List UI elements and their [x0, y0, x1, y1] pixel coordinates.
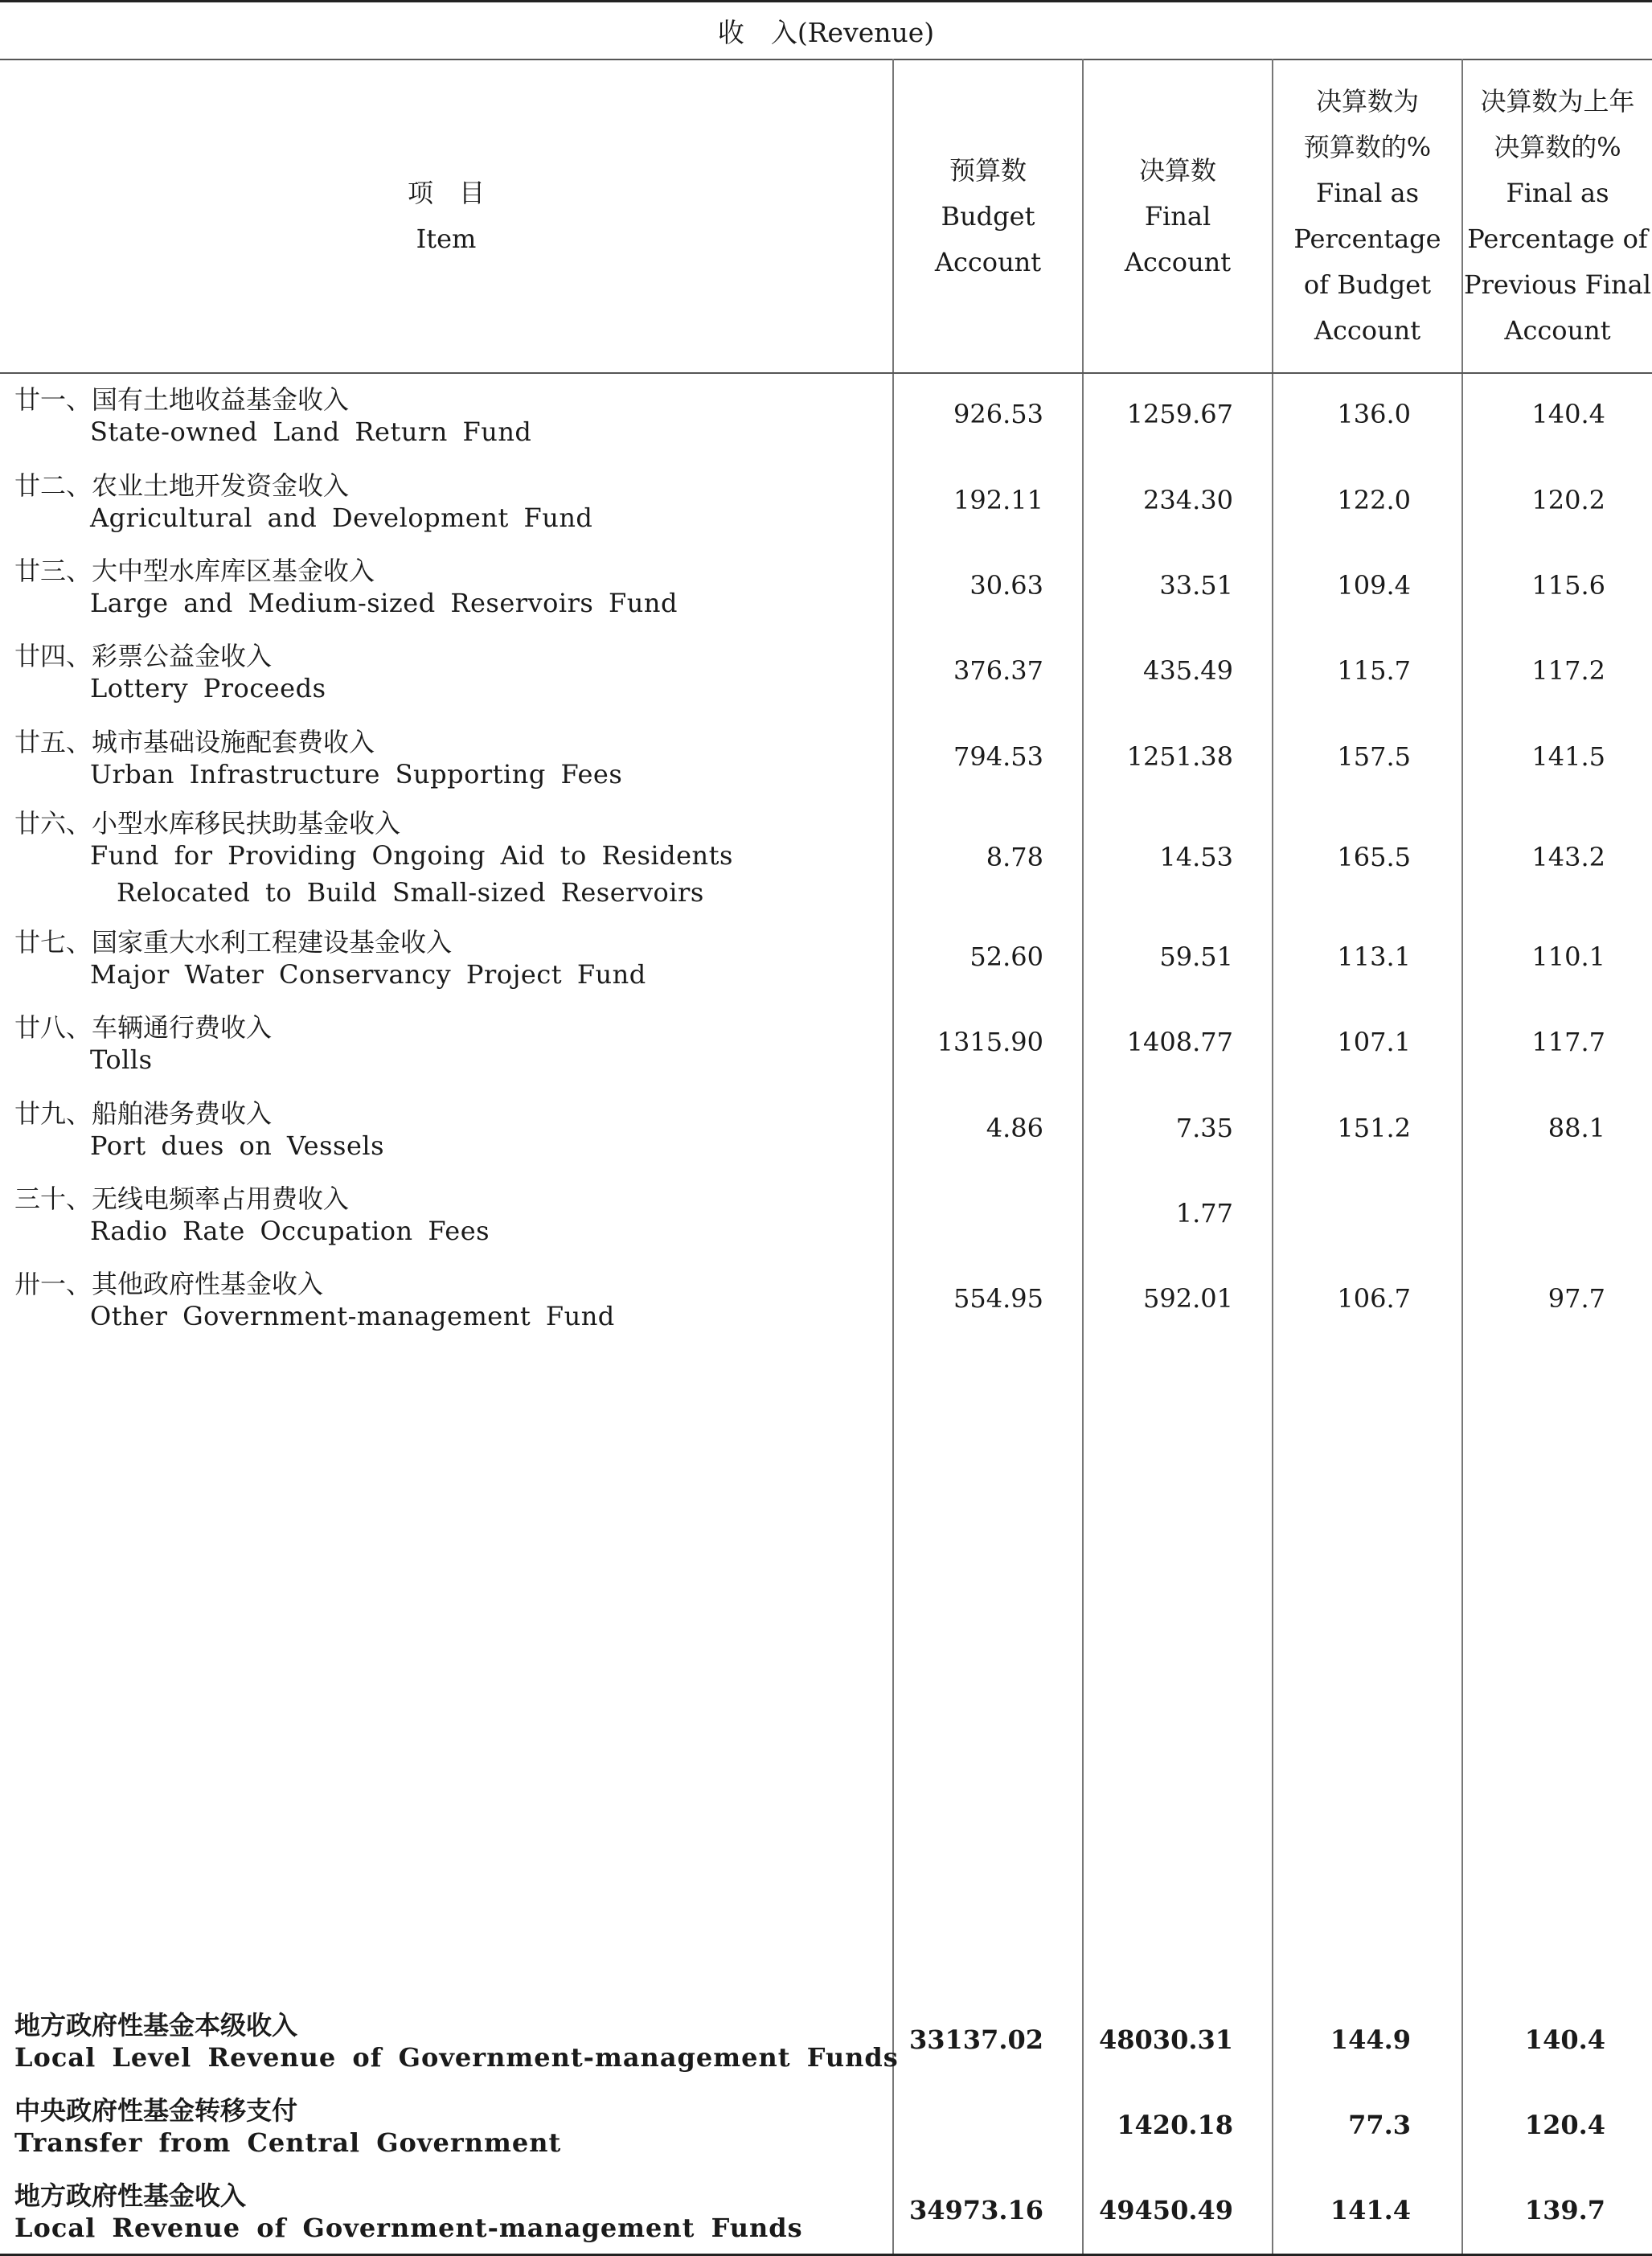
cell-pct-prev: 115.6: [1531, 570, 1605, 601]
header-budget: [894, 60, 1082, 372]
cell-budget: 8.78: [986, 842, 1043, 872]
cell-pct-prev: 117.2: [1531, 655, 1605, 686]
row-label-en: Radio Rate Occupation Fees: [90, 1216, 490, 1246]
row-label-en: Tolls: [90, 1044, 153, 1075]
header-budget-en2: Account: [934, 246, 1042, 277]
column-divider: [892, 59, 894, 2254]
cell-pct-budget: 151.2: [1337, 1113, 1411, 1143]
header-divider: [0, 372, 1652, 374]
header-pct-budget-line: of Budget: [1303, 269, 1432, 300]
cell-pct-budget: 144.9: [1330, 2024, 1411, 2055]
row-label-en: Port dues on Vessels: [90, 1130, 385, 1161]
cell-pct-prev: 120.2: [1531, 485, 1605, 515]
header-pct-prev-line: 决算数的%: [1494, 132, 1621, 162]
total-label-en: Local Level Revenue of Government-management Funds: [14, 2042, 899, 2073]
cell-pct-budget: 77.3: [1348, 2110, 1411, 2140]
cell-budget: 1315.90: [937, 1027, 1043, 1057]
cell-pct-prev: 120.4: [1524, 2110, 1605, 2140]
header-final-zh: 决算数: [1138, 154, 1216, 186]
cell-pct-budget: 165.5: [1337, 842, 1411, 872]
header-pct-prev-line: Final as: [1506, 178, 1609, 208]
cell-final: 59.51: [1159, 941, 1233, 972]
header-pct-budget-line: 决算数为: [1315, 86, 1419, 117]
cell-pct-budget: 136.0: [1337, 399, 1411, 429]
cell-final: 48030.31: [1099, 2024, 1233, 2055]
header-budget-en1: Budget: [941, 200, 1035, 232]
cell-budget: 33137.02: [909, 2024, 1043, 2055]
cell-pct-prev: 140.4: [1524, 2024, 1605, 2055]
cell-final: 1251.38: [1126, 741, 1233, 772]
cell-pct-budget: 107.1: [1337, 1027, 1411, 1057]
total-label-en: Transfer from Central Government: [14, 2127, 562, 2158]
cell-pct-prev: 140.4: [1531, 399, 1605, 429]
cell-budget: 52.60: [969, 941, 1043, 972]
cell-budget: 926.53: [953, 399, 1043, 429]
row-label-en: Agricultural and Development Fund: [90, 502, 593, 533]
cell-pct-budget: 109.4: [1337, 570, 1411, 601]
cell-final: 1408.77: [1126, 1027, 1233, 1057]
cell-budget: 4.86: [986, 1113, 1043, 1143]
row-label-zh: 卅一、其他政府性基金收入: [14, 1269, 324, 1299]
header-pct-budget-line: Final as: [1315, 178, 1420, 208]
row-label-en: Fund for Providing Ongoing Aid to Residents: [90, 840, 733, 871]
row-label-zh: 廿九、船舶港务费收入: [14, 1098, 273, 1129]
row-label-zh: 廿六、小型水库移民扶助基金收入: [14, 808, 401, 839]
row-label-en-continued: Relocated to Build Small-sized Reservoirs: [117, 877, 704, 908]
cell-final: 1259.67: [1126, 399, 1233, 429]
header-pct-prev-line: 决算数为上年: [1480, 86, 1635, 117]
header-pct-prev: [1463, 60, 1652, 372]
row-label-en: State-owned Land Return Fund: [90, 416, 532, 447]
row-label-en: Other Government-management Fund: [90, 1301, 615, 1331]
column-divider: [1082, 59, 1084, 2254]
row-label-zh: 廿一、国有土地收益基金收入: [14, 384, 350, 415]
cell-budget: 794.53: [953, 741, 1043, 772]
header-item: [0, 60, 892, 372]
column-divider: [1272, 59, 1273, 2254]
header-item-en: Item: [416, 224, 477, 254]
row-label-en: Urban Infrastructure Supporting Fees: [90, 759, 623, 790]
table-title: 收 入(Revenue): [0, 2, 1652, 60]
cell-budget: 192.11: [953, 485, 1043, 515]
header-pct-budget-line: Account: [1314, 315, 1421, 346]
cell-pct-prev: 97.7: [1547, 1283, 1605, 1314]
cell-budget: 376.37: [953, 655, 1043, 686]
header-final: [1084, 60, 1272, 372]
cell-final: 1.77: [1175, 1198, 1233, 1228]
cell-pct-prev: 141.5: [1531, 741, 1605, 772]
row-label-zh: 廿八、车辆通行费收入: [14, 1012, 273, 1043]
cell-final: 7.35: [1175, 1113, 1233, 1143]
row-label-zh: 廿五、城市基础设施配套费收入: [14, 727, 375, 757]
header-final-en2: Account: [1124, 246, 1232, 277]
row-label-en: Large and Medium-sized Reservoirs Fund: [90, 588, 678, 618]
cell-final: 49450.49: [1099, 2195, 1233, 2225]
row-label-en: Lottery Proceeds: [90, 673, 326, 703]
row-label-en: Major Water Conservancy Project Fund: [90, 959, 646, 990]
total-label-zh: 地方政府性基金本级收入: [14, 2010, 298, 2041]
cell-final: 14.53: [1159, 842, 1233, 872]
header-item-zh: 项 目: [407, 178, 485, 208]
row-label-zh: 廿七、国家重大水利工程建设基金收入: [14, 927, 453, 958]
cell-budget: 30.63: [969, 570, 1043, 601]
total-label-zh: 中央政府性基金转移支付: [14, 2095, 298, 2126]
cell-pct-budget: 122.0: [1337, 485, 1411, 515]
header-pct-prev-line: Account: [1504, 315, 1611, 346]
column-divider: [1461, 59, 1463, 2254]
cell-pct-prev: 139.7: [1524, 2195, 1605, 2225]
header-pct-budget: [1273, 60, 1461, 372]
cell-pct-budget: 113.1: [1337, 941, 1411, 972]
header-pct-prev-line: Previous Final: [1464, 269, 1651, 300]
total-label-zh: 地方政府性基金收入: [14, 2180, 247, 2211]
cell-pct-budget: 115.7: [1337, 655, 1411, 686]
cell-budget: 554.95: [953, 1283, 1043, 1314]
total-label-en: Local Revenue of Government-management Funds: [14, 2213, 803, 2243]
header-final-en1: Final: [1144, 200, 1211, 232]
cell-pct-budget: 157.5: [1337, 741, 1411, 772]
cell-final: 33.51: [1159, 570, 1233, 601]
cell-final: 592.01: [1143, 1283, 1233, 1314]
row-label-zh: 三十、无线电频率占用费收入: [14, 1183, 350, 1214]
cell-pct-budget: 106.7: [1337, 1283, 1411, 1314]
header-budget-zh: 预算数: [949, 154, 1027, 186]
header-pct-budget-line: 预算数的%: [1303, 132, 1432, 162]
cell-final: 234.30: [1143, 485, 1233, 515]
cell-pct-prev: 117.7: [1531, 1027, 1605, 1057]
row-label-zh: 廿四、彩票公益金收入: [14, 641, 273, 671]
row-label-zh: 廿三、大中型水库库区基金收入: [14, 556, 375, 586]
cell-pct-prev: 88.1: [1547, 1113, 1605, 1143]
header-pct-budget-line: Percentage: [1293, 224, 1441, 254]
cell-final: 1420.18: [1117, 2110, 1233, 2140]
cell-pct-prev: 110.1: [1531, 941, 1605, 972]
cell-pct-budget: 141.4: [1330, 2195, 1411, 2225]
row-label-zh: 廿二、农业土地开发资金收入: [14, 470, 350, 501]
cell-final: 435.49: [1143, 655, 1233, 686]
cell-budget: 34973.16: [909, 2195, 1043, 2225]
cell-pct-prev: 143.2: [1531, 842, 1605, 872]
header-pct-prev-line: Percentage of: [1467, 224, 1648, 254]
